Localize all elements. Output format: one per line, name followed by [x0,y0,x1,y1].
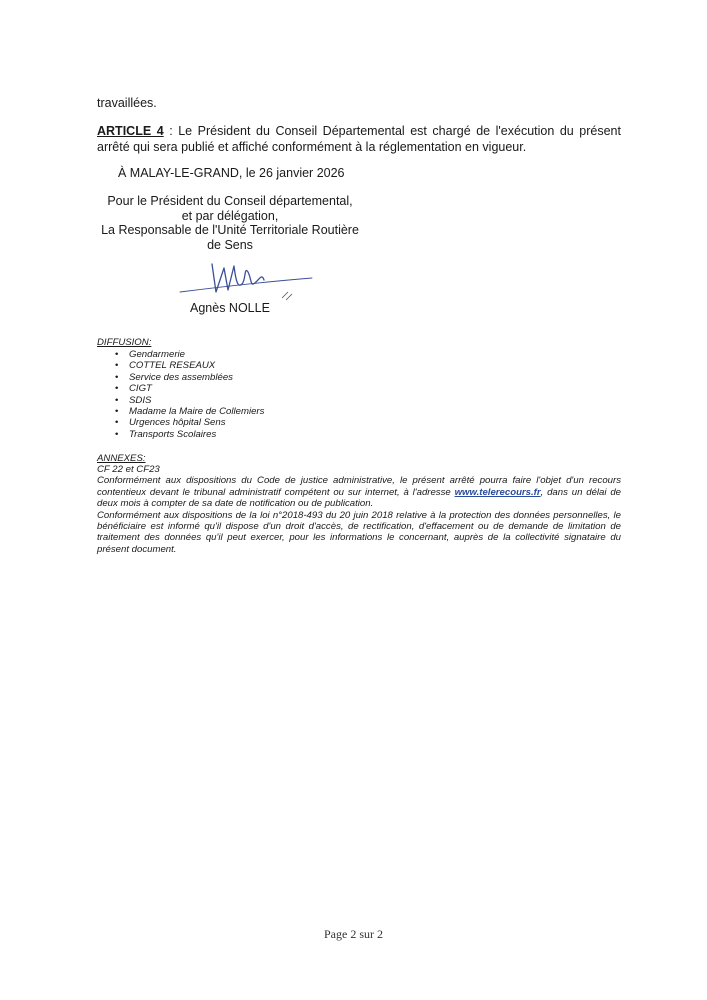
annexes-heading: ANNEXES: [97,453,146,464]
signature-block [100,194,360,252]
recours-notice: Conformément aux dispositions du Code de justice administrative, le présent arrêté pourra faire l'objet d'un recours contentieux devant le tribunal administratif compétent ou sur internet, à l'adresse www.telerecours.fr, dans un délai de deux mois à compter de sa date de notification ou de publication. [97,475,622,510]
telerecours-link[interactable]: www.telerecours.fr [454,486,541,498]
continuation-text: travaillées. [97,96,157,110]
list-item: • Service des assemblées [115,372,264,383]
place-date: À MALAY-LE-GRAND, le 26 janvier 2026 [118,166,345,180]
diffusion-list [115,349,264,440]
annexes-block [97,464,621,555]
list-item: • Urgences hôpital Sens [115,417,264,428]
list-item: • SDIS [115,395,264,406]
signature-line-1: Pour le Président du Conseil départemental, [107,194,353,208]
list-item: • COTTEL RESEAUX [115,360,264,371]
list-item: • Madame la Maire de Collemiers [115,406,264,417]
handwritten-signature [172,254,322,304]
list-item: • Transports Scolaires [115,429,264,440]
list-item: • CIGT [115,383,264,394]
page-number: Page 2 sur 2 [324,927,383,941]
signature-line-2: et par délégation, [181,208,279,223]
diffusion-heading: DIFFUSION: [97,337,152,348]
list-item: • Gendarmerie [115,349,264,360]
article-4-text: : Le Président du Conseil Départemental est chargé de l'exécution du présent arrêté qui sera publié et affiché conformément à la réglementation en vigueur. [97,124,621,154]
rgpd-notice: Conformément aux dispositions de la loi n°2018-493 du 20 juin 2018 relative à la protection des données personnelles, le bénéficiaire est informé qu'il dispose d'un droit d'accès, de rectification, d'effacement ou de demande de limitation de traitement des données qu'il peut exercer, pour les informations le concernant, auprès de la collectivité signataire du présent document. [97,509,621,555]
article-4-label: ARTICLE 4 [97,124,164,138]
signatory-name: Agnès NOLLE [190,301,270,315]
signature-line-3: La Responsable de l'Unité Territoriale Routière [101,223,359,237]
annexes-items: CF 22 et CF23 [97,464,160,475]
signature-line-4: de Sens [207,237,253,252]
article-4 [97,124,621,155]
